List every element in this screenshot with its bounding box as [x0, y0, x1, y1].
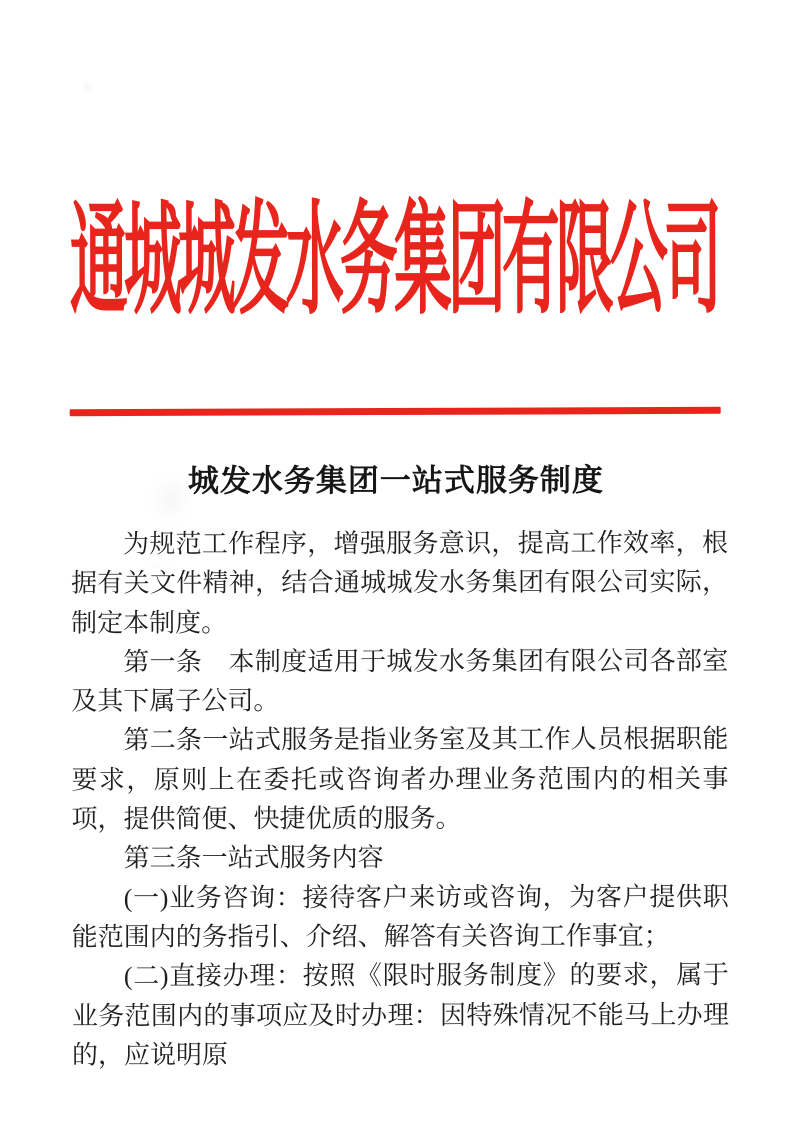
letterhead-character: 水 [285, 192, 344, 330]
scan-artifact [158, 482, 184, 516]
scan-artifact [85, 85, 90, 90]
letterhead-character: 城 [123, 192, 182, 330]
company-letterhead [69, 191, 722, 330]
letterhead-character: 有 [501, 191, 560, 329]
letterhead-character: 公 [609, 191, 668, 329]
document-title: 城发水务集团一站式服务制度 [187, 462, 604, 499]
letterhead-character: 发 [231, 192, 290, 330]
paragraph: (二)直接办理：按照《限时服务制度》的要求，属于业务范围内的事项应及时办理：因特殊情况不能马上办理的，应说明原 [71, 960, 729, 1070]
paragraph: 为规范工作程序，增强服务意识，提高工作效率，根据有关文件精神，结合通城城发水务集团有限公司实际，制定本制度。 [71, 528, 729, 638]
letterhead-character: 团 [447, 191, 506, 329]
scan-artifact [150, 560, 164, 572]
paragraph: 第二条一站式服务是指业务室及其工作人员根据职能要求，原则上在委托或咨询者办理业务范围内的相关事项，提供简便、快捷优质的服务。 [71, 724, 729, 834]
letterhead-character: 司 [663, 191, 722, 329]
letterhead-divider [70, 407, 721, 416]
letterhead-character: 城 [177, 192, 236, 330]
letterhead-character: 务 [339, 191, 398, 330]
document-body [71, 523, 729, 1075]
paragraph: 第一条 本制度适用于城发水务集团有限公司各部室及其下属子公司。 [71, 646, 729, 716]
letterhead-character: 集 [393, 191, 452, 330]
letterhead-character: 通 [69, 192, 128, 330]
paragraph: (一)业务咨询：接待客户来访或咨询，为客户提供职能范围内的务指引、介绍、解答有关咨询工作事宜； [71, 881, 729, 952]
letterhead-character: 限 [555, 191, 614, 329]
paragraph: 第三条一站式服务内容 [123, 843, 384, 873]
